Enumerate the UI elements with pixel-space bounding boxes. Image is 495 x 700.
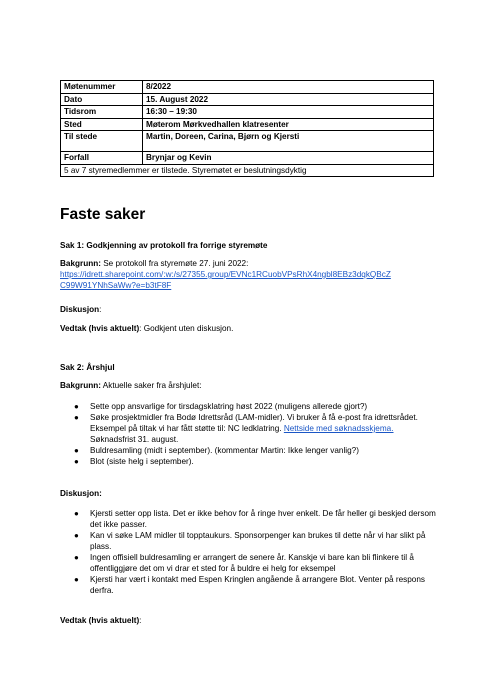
row-key: Forfall <box>61 152 143 165</box>
table-row <box>61 118 434 131</box>
row-key: Til stede <box>61 131 143 152</box>
list-item: ● Ingen offisiell buldresamling er arrangert de senere år. Kanskje vi bare kan bli flinkere til å offentliggjøre det om vi drar et sted for å buldre ei helg for eksempel <box>74 553 414 573</box>
sak2-diskusjon-list <box>60 508 436 596</box>
section-title: Faste saker <box>60 206 146 223</box>
application-form-link[interactable]: Nettside med søknadsskjema. <box>283 424 394 433</box>
meeting-info-table <box>60 80 434 177</box>
sak2-vedtak-colon: : <box>139 616 142 625</box>
bullet-icon: ● <box>74 531 79 540</box>
bullet-icon: ● <box>74 402 79 411</box>
sak2-bakgrunn-text: Aktuelle saker fra årshjulet: <box>100 381 202 390</box>
sak2-bakgrunn-label: Bakgrunn: <box>60 381 101 390</box>
bullet-icon: ● <box>74 553 79 562</box>
sak1-diskusjon-label: Diskusjon <box>60 305 100 314</box>
bullet-icon: ● <box>74 457 79 466</box>
table-row <box>61 131 434 152</box>
bullet-icon: ● <box>74 413 79 422</box>
sak1-diskusjon-colon: : <box>99 305 102 314</box>
list-item: ● Buldresamling (midt i september). (kommentar Martin: Ikke lenger vanlig?) <box>74 446 359 455</box>
sak1-vedtak <box>60 323 436 334</box>
list-item: ● Kjersti har vært i kontakt med Espen Kringlen angående å arrangere Blot. Venter på respons derfra. <box>74 575 425 595</box>
row-value: 16:30 – 19:30 <box>143 106 434 119</box>
table-row <box>61 164 434 177</box>
list-item: ● Søke prosjektmidler fra Bodø Idrettsråd (LAM-midler). Vi bruker å få e-post fra idrettsrådet. Eksempel på tiltak vi har fått støtte til: NC ledklatring. Nettside med søknadsskjema. Søknadsfrist 31. august. <box>74 413 418 444</box>
table-row <box>61 152 434 165</box>
row-key: Møtenummer <box>61 81 143 94</box>
sak2-bakgrunn-list <box>60 401 436 467</box>
sak1-vedtak-label: Vedtak (hvis aktuelt) <box>60 324 140 333</box>
table-row <box>61 93 434 106</box>
row-key: Dato <box>61 93 143 106</box>
row-value: Martin, Doreen, Carina, Bjørn og Kjersti <box>143 131 434 152</box>
table-row <box>61 106 434 119</box>
bullet-icon: ● <box>74 509 79 518</box>
sak1-vedtak-text: : Godkjent uten diskusjon. <box>139 324 234 333</box>
table-row <box>61 81 434 94</box>
row-value: Møterom Mørkvedhallen klatresenter <box>143 118 434 131</box>
row-key: Sted <box>61 118 143 131</box>
list-item: ● Blot (siste helg i september). <box>74 457 194 466</box>
sak1-bakgrunn-text: Se protokoll fra styremøte 27. juni 2022: <box>100 259 249 268</box>
sak1-title: Sak 1: Godkjenning av protokoll fra forrige styremøte <box>60 241 268 250</box>
bullet-icon: ● <box>74 575 79 584</box>
row-value: 15. August 2022 <box>143 93 434 106</box>
sak2-vedtak <box>60 615 436 626</box>
list-item: ● Kjersti setter opp lista. Det er ikke behov for å ringe hver enkelt. De får heller gi beskjed dersom det ikke passer. <box>74 509 436 529</box>
bullet-icon: ● <box>74 446 79 455</box>
sak1-diskusjon <box>60 304 436 315</box>
protocol-link-continued[interactable]: C99W91YNhSaWw?e=b3tF8F <box>60 281 172 290</box>
sak2-bakgrunn <box>60 380 436 391</box>
sak1-bakgrunn-label: Bakgrunn: <box>60 259 101 268</box>
protocol-link[interactable]: https://idrett.sharepoint.com/:w:/s/27355.group/EVNc1RCuobVPsRhX4ngbl8EBz3dqkQBcZ <box>60 270 391 279</box>
row-value: 8/2022 <box>143 81 434 94</box>
quorum-note: 5 av 7 styremedlemmer er tilstede. Styremøtet er beslutningsdyktig <box>61 164 434 177</box>
sak2-vedtak-label: Vedtak (hvis aktuelt) <box>60 616 140 625</box>
list-item: ● Sette opp ansvarlige for tirsdagsklatring høst 2022 (muligens allerede gjort?) <box>74 402 368 411</box>
list-item: ● Kan vi søke LAM midler til topptaukurs. Sponsorpenger kan brukes til dette når vi har slikt på plass. <box>74 531 426 551</box>
sak2-diskusjon-label: Diskusjon: <box>60 489 102 498</box>
row-key: Tidsrom <box>61 106 143 119</box>
row-value: Brynjar og Kevin <box>143 152 434 165</box>
sak2-title: Sak 2: Årshjul <box>60 363 115 372</box>
sak1-bakgrunn <box>60 258 436 291</box>
